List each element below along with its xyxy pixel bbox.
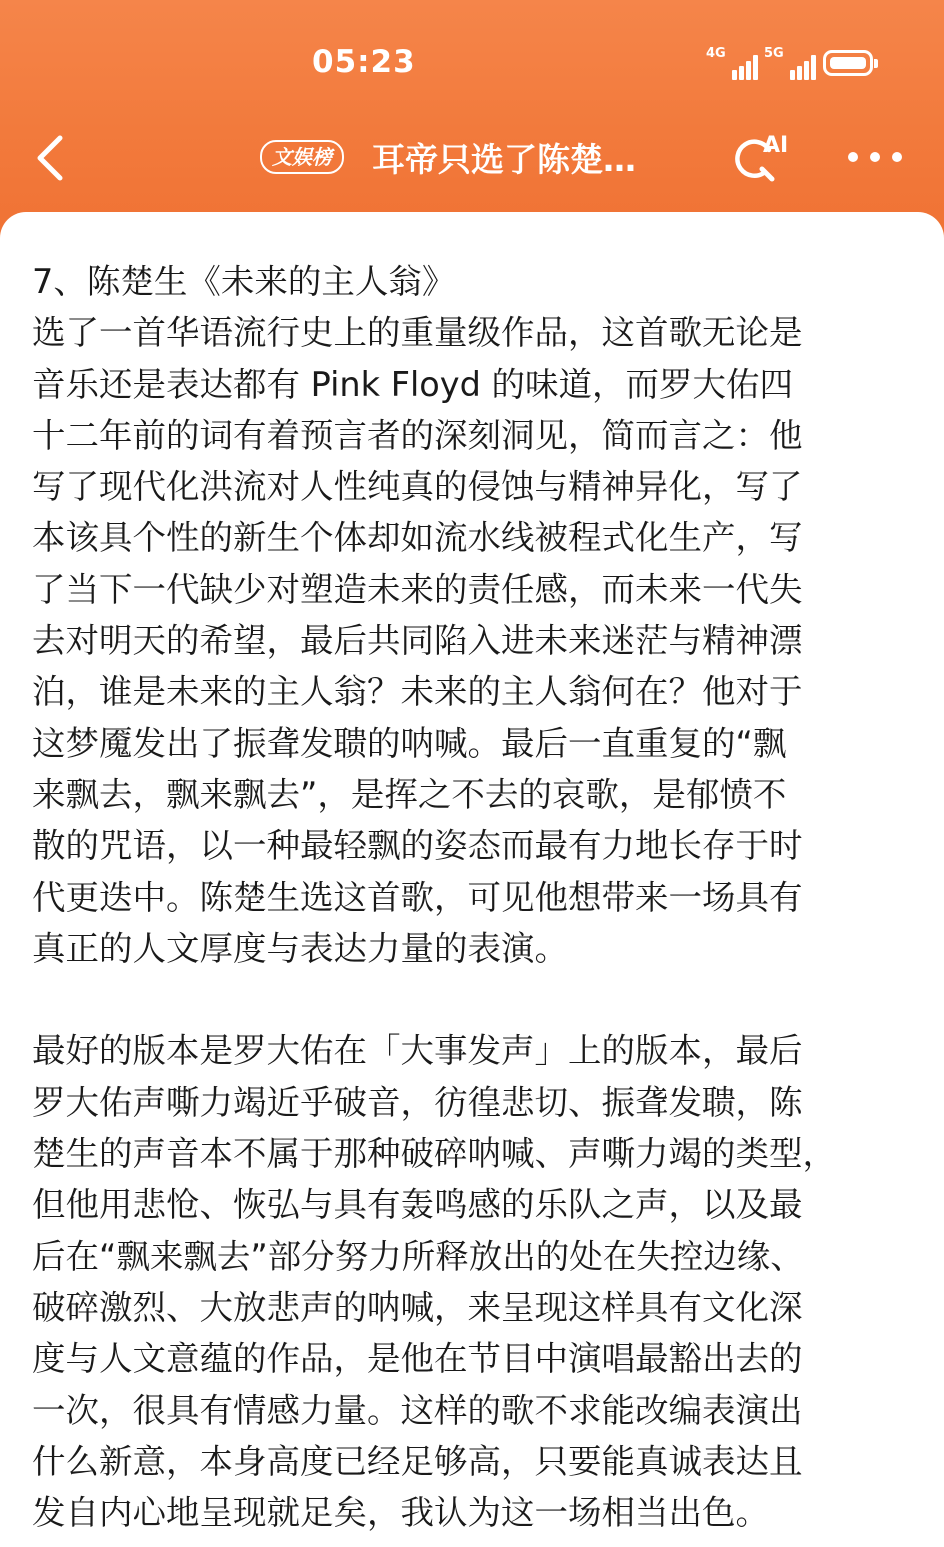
category-badge[interactable]: 文娱榜 — [260, 140, 344, 174]
signal-5g-icon: 5G — [764, 46, 816, 80]
article-body — [32, 256, 916, 1538]
status-bar — [0, 0, 944, 120]
back-button[interactable] — [28, 132, 76, 184]
ai-search-icon — [725, 126, 795, 186]
status-time: 05:23 — [312, 44, 416, 80]
page-title: 耳帝只选了陈楚… — [372, 140, 636, 179]
battery-icon — [823, 50, 873, 76]
signal-4g-icon: 4G — [706, 46, 758, 80]
article-heading: 7、陈楚生《未来的主人翁》 — [32, 262, 456, 301]
more-button[interactable] — [846, 148, 906, 168]
svg-text:AI: AI — [763, 133, 789, 158]
paragraph-spacer — [32, 974, 916, 1025]
nav-bar — [0, 120, 944, 200]
header-background — [0, 0, 944, 240]
article-paragraph-2: 最好的版本是罗大佑在「大事发声」上的版本，最后 罗大佑声嘶力竭近乎破音，彷徨悲切、振聋发聩，陈 楚生的声音本不属于那种破碎呐喊、声嘶力竭的类型， 但他用悲怆、恢弘与具有轰鸣感的乐队之声，以及最 后在“飘来飘去”部分努力所释放出的处在失控边缘、 破碎激烈、大放悲声的呐喊，来呈现这样具有文化深 度与人文意蕴的作品，是他在节目中演唱最豁出去的 一次，很具有情感力量。这样的歌不求能改编表演出 什么新意，本身高度已经足够高，只要能真诚表达且 发自内心地呈现就足矣，我认为这一场相当出色。 — [32, 1031, 836, 1533]
back-arrow-icon — [28, 132, 76, 184]
article-card — [0, 212, 944, 1547]
article-paragraph-1: 选了一首华语流行史上的重量级作品，这首歌无论是 音乐还是表达都有 Pink Floyd 的味道，而罗大佑四 十二年前的词有着预言者的深刻洞见，简而言之：他 写了现代化洪流对人性纯真的侵蚀与精神异化，写了 本该具个性的新生个体却如流水线被程式化生产，写 了当下一代缺少对塑造未来的责任感，而未来一代失 去对明天的希望，最后共同陷入进未来迷茫与精神漂 泊，谁是未来的主人翁？未来的主人翁何在？他对于 这梦魇发出了振聋发聩的呐喊。最后一直重复的“飘 来飘去，飘来飘去”，是挥之不去的哀歌，是郁愤不 散的咒语，以一种最轻飘的姿态而最有力地长存于时 代更迭中。陈楚生选这首歌，可见他想带来一场具有 真正的人文厚度与表达力量的表演。 — [32, 313, 803, 968]
ai-search-button[interactable] — [725, 126, 795, 186]
